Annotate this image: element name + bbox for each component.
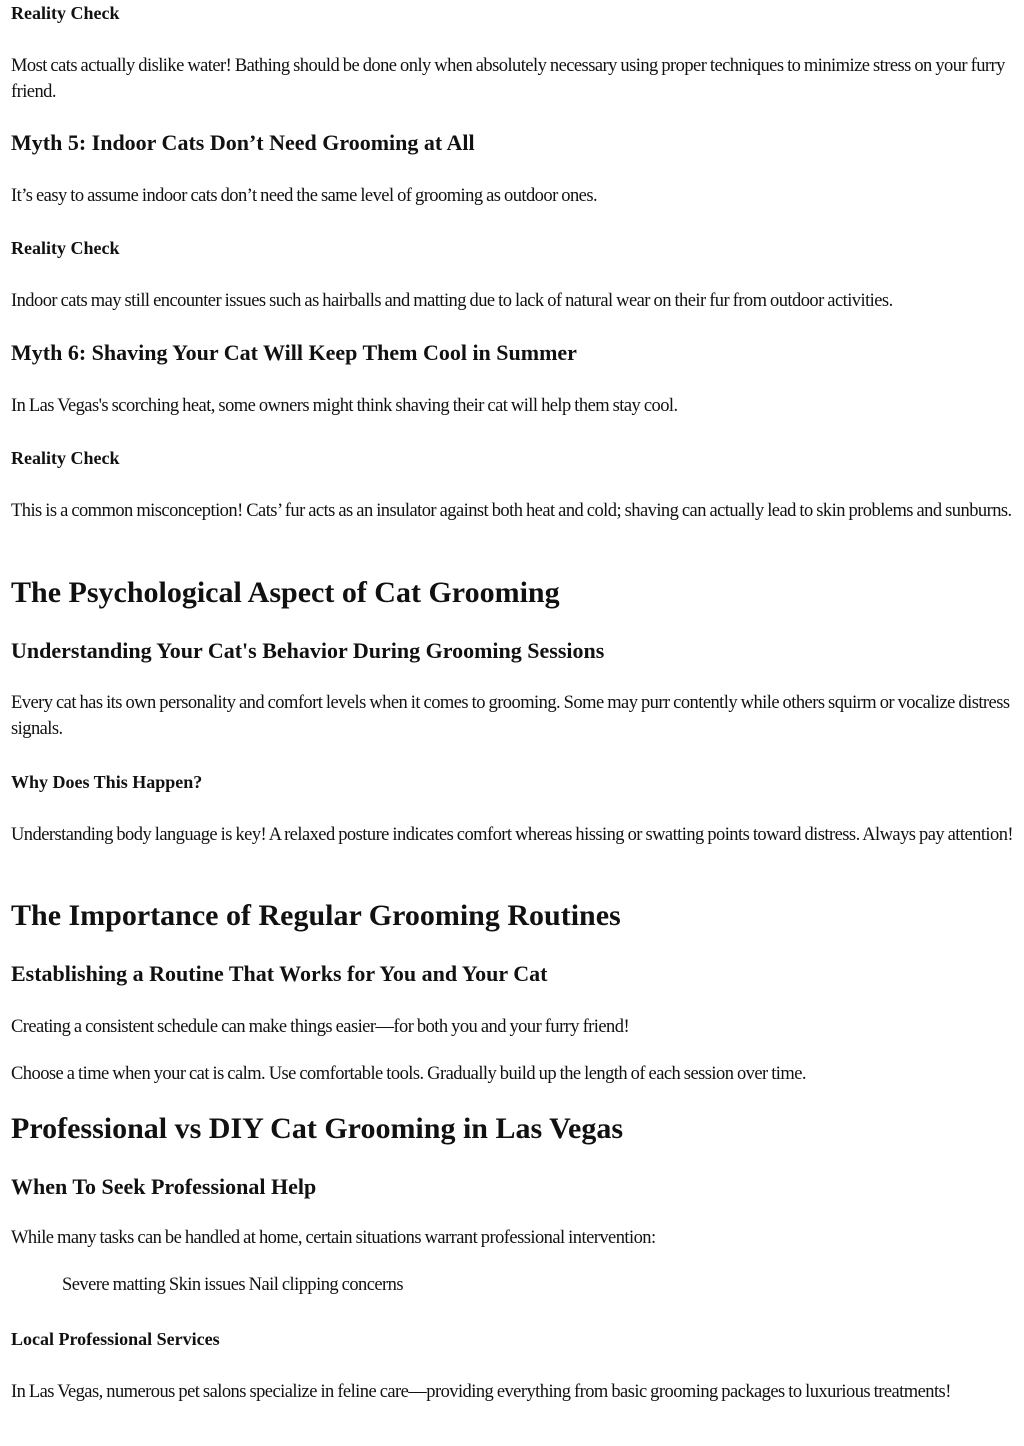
paragraph-fur-insulator: This is a common misconception! Cats’ fur acts as an insulator against both heat and cold; shaving can actually lead to skin problems and sunburns. bbox=[11, 501, 1012, 521]
paragraph-consistent-schedule: Creating a consistent schedule can make things easier—for both you and your furry friend! bbox=[11, 1017, 630, 1037]
paragraph-shaving-heat: In Las Vegas's scorching heat, some owners might think shaving their cat will help them stay cool. bbox=[11, 396, 678, 416]
heading-reality-check-2: Reality Check bbox=[11, 238, 120, 258]
heading-professional-vs-diy: Professional vs DIY Cat Grooming in Las Vegas bbox=[11, 1112, 624, 1145]
heading-why-happen: Why Does This Happen? bbox=[11, 772, 203, 792]
heading-establishing-routine: Establishing a Routine That Works for You and Your Cat bbox=[11, 961, 548, 986]
heading-local-services: Local Professional Services bbox=[11, 1329, 220, 1349]
paragraph-las-vegas-salons: In Las Vegas, numerous pet salons specialize in feline care—providing everything from basic grooming packages to luxurious treatments! bbox=[11, 1382, 951, 1402]
paragraph-indoor-assumption: It’s easy to assume indoor cats don’t need the same level of grooming as outdoor ones. bbox=[11, 186, 598, 206]
heading-reality-check-1: Reality Check bbox=[11, 3, 120, 23]
heading-seek-professional-help: When To Seek Professional Help bbox=[11, 1174, 317, 1199]
paragraph-personality: Every cat has its own personality and comfort levels when it comes to grooming. Some may purr contently while others squirm or vocalize distress signals. bbox=[11, 693, 1010, 739]
paragraph-routine-tips: Choose a time when your cat is calm. Use comfortable tools. Gradually build up the length of each session over time. bbox=[11, 1064, 806, 1084]
paragraph-indoor-issues: Indoor cats may still encounter issues such as hairballs and matting due to lack of natural wear on their fur from outdoor activities. bbox=[11, 291, 893, 311]
list-professional-situations: Severe matting Skin issues Nail clipping concerns bbox=[62, 1275, 404, 1295]
heading-psychological-aspect: The Psychological Aspect of Cat Grooming bbox=[11, 576, 560, 609]
paragraph-body-language: Understanding body language is key! A relaxed posture indicates comfort whereas hissing or swatting points toward distress. Always pay attention! bbox=[11, 825, 1014, 845]
paragraph-professional-intervention: While many tasks can be handled at home, certain situations warrant professional intervention: bbox=[11, 1228, 656, 1248]
heading-understanding-behavior: Understanding Your Cat's Behavior During Grooming Sessions bbox=[11, 638, 605, 663]
paragraph-bathing: Most cats actually dislike water! Bathing should be done only when absolutely necessary using proper techniques to minimize stress on your furry friend. bbox=[11, 56, 1005, 102]
heading-regular-routines: The Importance of Regular Grooming Routines bbox=[11, 899, 621, 932]
heading-myth-5: Myth 5: Indoor Cats Don’t Need Grooming at All bbox=[11, 130, 475, 155]
heading-myth-6: Myth 6: Shaving Your Cat Will Keep Them Cool in Summer bbox=[11, 340, 577, 365]
heading-reality-check-3: Reality Check bbox=[11, 448, 120, 468]
